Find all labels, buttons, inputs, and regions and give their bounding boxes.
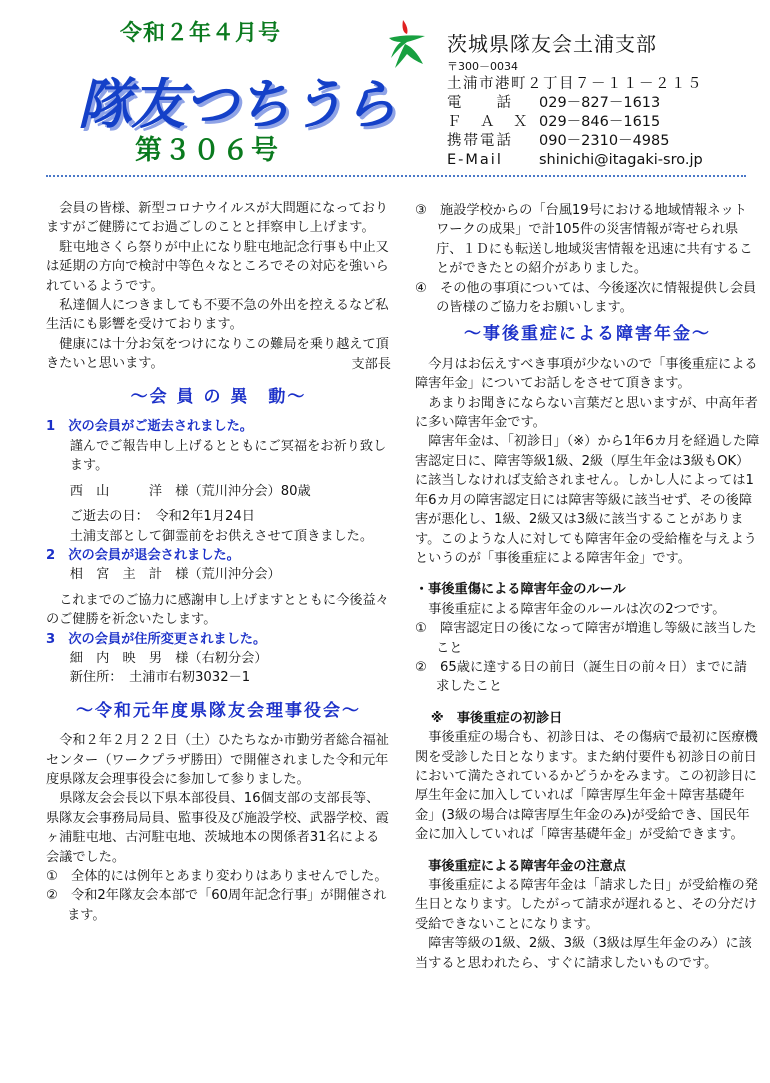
postal-code: 〒300－0034: [447, 60, 518, 73]
issue-number: 第３０６号: [135, 135, 280, 166]
member-item-2-text: これまでのご協力に感謝申し上げますとともに今後益々のご健勝を祈念いたします。: [46, 592, 389, 628]
member-item-1-text: 謹んでご報告申し上げるとともにご冥福をお祈り致します。: [69, 438, 387, 474]
header-divider: [46, 175, 746, 177]
member-item-2-member: 相 宮 主 計 様（荒川沖分会）: [69, 567, 281, 583]
pension-paragraph: あまりお聞きにならない言葉だと思いますが、中高年者に多い障害年金です。: [415, 395, 758, 431]
board-meeting-list-item: ② 令和2年隊友会本部で「60周年記念行事」が開催されます。: [46, 888, 387, 923]
greeting-sign: 支部長: [351, 356, 391, 372]
contact-fax: Ｆ Ａ Ｘ 029－846－1615: [447, 114, 661, 130]
address: 土浦市港町２丁目７－１１－２１５: [447, 76, 703, 92]
masthead-title: 隊友つちうら: [78, 73, 396, 136]
first-visit-text: 事後重症の場合も、初診日は、その傷病で最初に医療機関を受診した日となります。また納付要件も初診日の前日において満たされているかどうかをみます。この初診日に厚生年金に加入していれば「障害厚生年金＋障害基礎年金」(3級の場合は障害厚生年金のみ)が受給でき、国民年金に加入していれば「障害基礎年金」が受給できます。: [415, 730, 758, 843]
contact-block: [447, 75, 703, 170]
left-column: [46, 199, 391, 925]
section-title-member-changes: ～会 員 の 異 動～: [130, 387, 307, 408]
contact-email: E-Mail shinichi@itagaki-sro.jp: [447, 152, 703, 168]
pension-rule-title: ・事後重傷による障害年金のルール: [415, 582, 626, 598]
board-meeting-list-item: ④ その他の事項については、今後逐次に情報提供し会員の皆様のご協力をお願いします。: [415, 280, 757, 316]
pension-rule-item: ② 65歳に達する日の前日（誕生日の前々日）までに請求したこと: [415, 659, 747, 695]
board-meeting-list-item: ③ 施設学校からの「台風19号における地域情報ネットワークの成果」で計105件の災害情報が寄せられ県庁、１Ｄにも転送し地域災害情報を迅速に共有することができたとの紹介がありました。: [415, 203, 753, 277]
greeting-paragraph: 会員の皆様、新型コロナウイルスが大問題になっておりますがご健勝にてお過ごしのことと拝察申し上げます。: [46, 201, 389, 236]
contact-phone: 電 話 029－827－1613: [447, 95, 661, 111]
member-item-1-date: ご逝去の日： 令和2年1月24日: [69, 509, 255, 525]
taiyukai-emblem-icon: [385, 18, 433, 70]
pension-paragraph: 今月はお伝えすべき事項が少ないので「事後重症による障害年金」についてお話しをさせて頂きます。: [415, 356, 758, 392]
board-meeting-list-item: ① 全体的には例年とあまり変わりはありませんでした。: [46, 869, 388, 884]
greeting-paragraph: 私達個人につきましても不要不急の外出を控えるなど私生活にも影響を受けております。: [46, 298, 389, 333]
pension-rule-text: 事後重症による障害年金のルールは次の2つです。: [428, 601, 726, 617]
pension-paragraph: 障害年金は、「初診日」（※）から1年6カ月を経過した障害認定日に、障害等級1級、2級（厚生年金は3級もOK）に該当しなければ支給されません。しかし人によっては1年6カ月の障害認定日には障害等級に該当せず、その後障害が悪化し、1級、2級又は3級に該当することがあります。このような人に対しても障害年金の受給権を与えようというのが「事後重症による障害年金」です。: [415, 434, 760, 566]
first-visit-title: ※ 事後重症の初診日: [430, 710, 563, 726]
greeting-paragraph: 健康には十分お気をつけになりこの難局を乗り越えて頂きたいと思います。: [46, 336, 389, 372]
org-name: 茨城県隊友会土浦支部: [447, 32, 657, 56]
board-meeting-paragraph: 県隊友会会長以下県本部役員、16個支部の支部長等、県隊友会事務局局員、監事役及び施設学校、武器学校、霞ヶ浦駐屯地、古河駐屯地、茨城地本の関係者31名による会議でした。: [46, 791, 389, 865]
right-column: [415, 201, 760, 973]
member-item-2-title: 2 次の会員が退会されました。: [46, 547, 240, 563]
member-item-1-note: 土浦支部として御霊前をお供えさせて頂きました。: [69, 528, 374, 544]
greeting-paragraph: 駐屯地さくら祭りが中止になり駐屯地記念行事も中止又は延期の方向で検討中等色々なところでその対応を強いられているようです。: [46, 239, 389, 294]
member-item-3-address: 新住所： 土浦市右籾3032－1: [69, 670, 251, 686]
section-title-disability-pension: ～事後重症による障害年金～: [464, 324, 711, 345]
board-meeting-paragraph: 令和２年２月２２日（土）ひたちなか市勤労者総合福祉センター（ワークプラザ勝田）で開催されました令和元年度県隊友会理事役会に参加して参りました。: [46, 733, 389, 787]
member-item-3-member: 細 内 映 男 様（右籾分会）: [69, 650, 268, 666]
member-item-3-title: 3 次の会員が住所変更されました。: [46, 631, 267, 647]
section-title-board-meeting: ～令和元年度県隊友会理事役会～: [76, 700, 361, 721]
caution-paragraph: 障害等級の1級、2級、3級（3級は厚生年金のみ）に該当すると思われたら、すぐに請求したいものです。: [415, 936, 752, 971]
caution-title: 事後重症による障害年金の注意点: [428, 858, 626, 874]
member-item-1-title: 1 次の会員がご逝去されました。: [46, 419, 253, 435]
issue-date: 令和２年４月号: [120, 21, 282, 46]
pension-rule-item: ① 障害認定日の後になって障害が増進し等級に該当したこと: [415, 621, 757, 656]
caution-paragraph: 事後重症による障害年金は「請求した日」が受給権の発生日となります。したがって請求が遅れると、その分だけ受給できないことになります。: [415, 878, 758, 932]
member-item-1-member: 西 山 洋 様（荒川沖分会）80歳: [69, 483, 311, 499]
contact-mobile: 携帯電話 090－2310－4985: [447, 133, 670, 149]
